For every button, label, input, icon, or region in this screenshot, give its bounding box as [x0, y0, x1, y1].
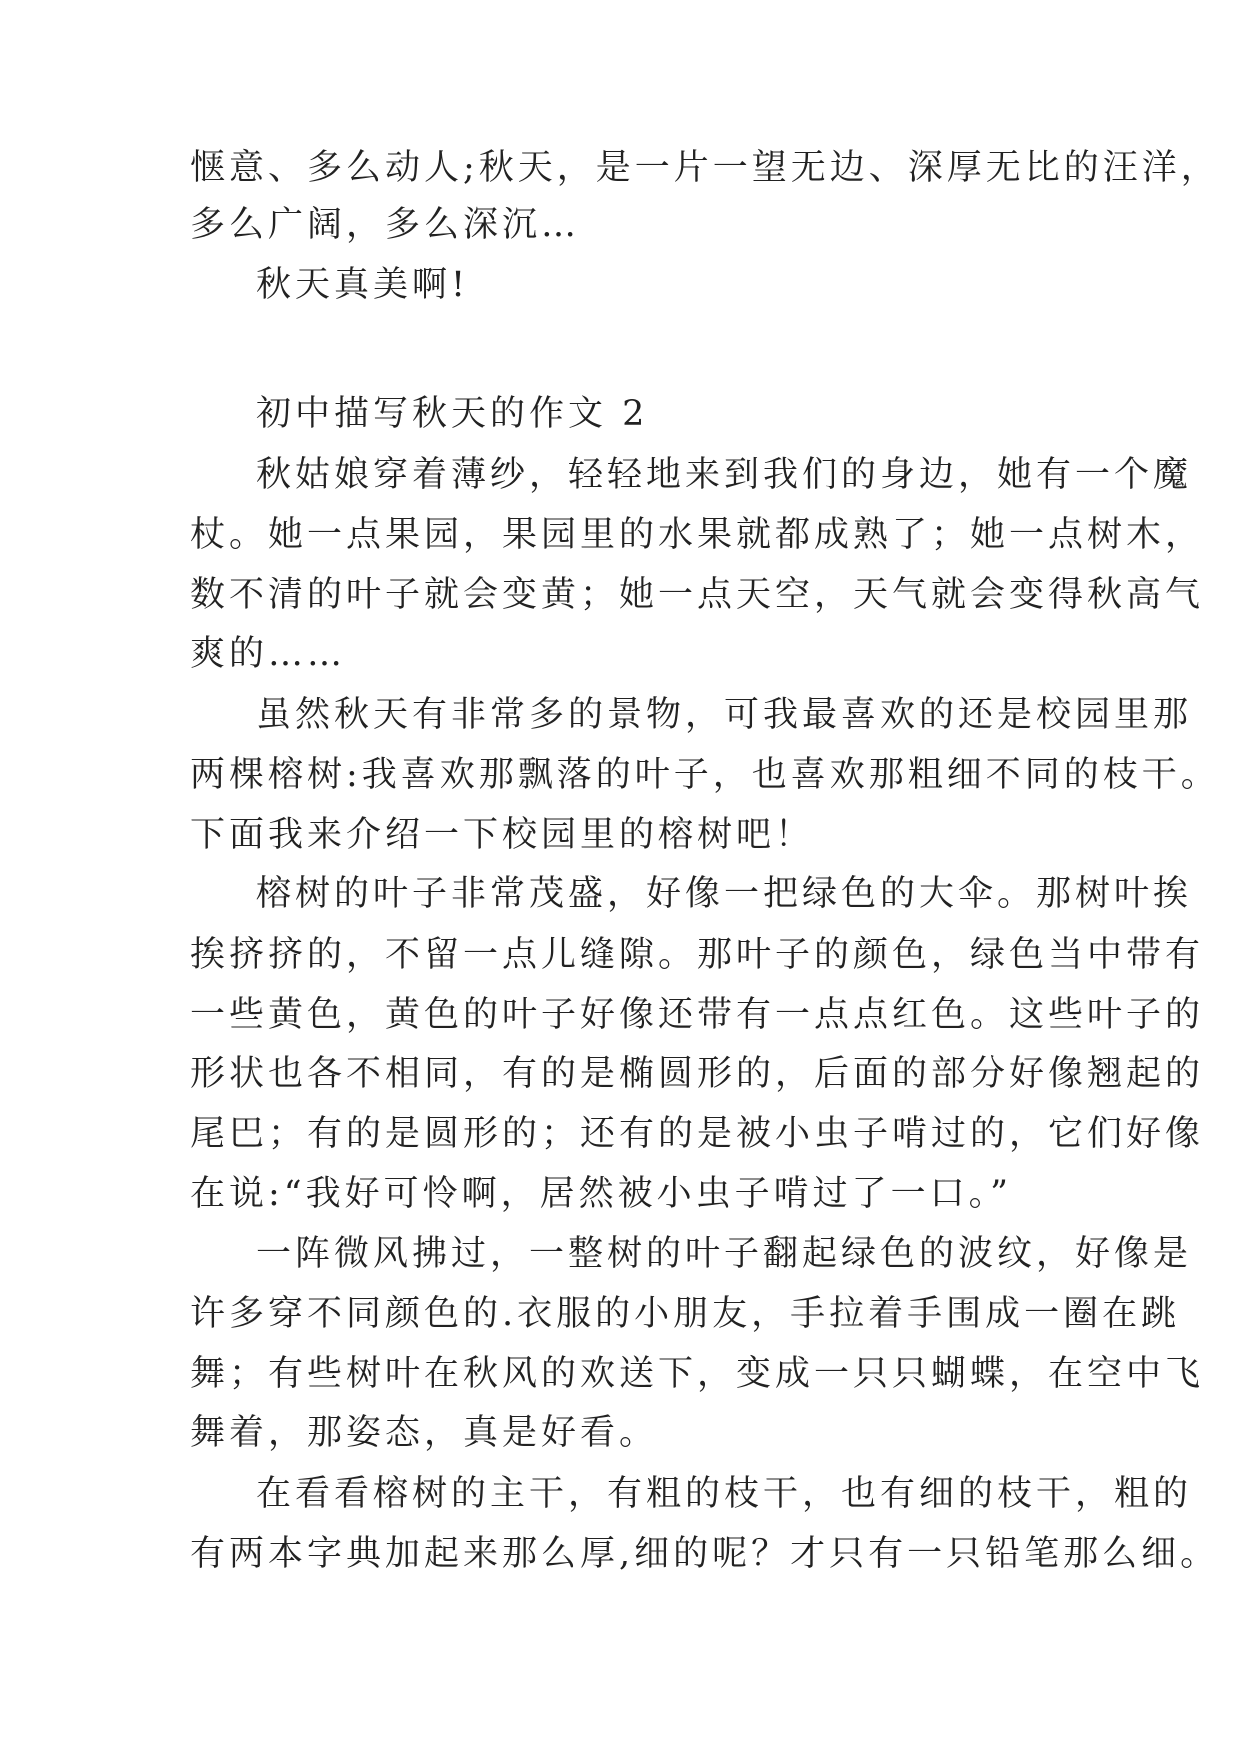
text-line: 舞着，那姿态，真是好看。 [190, 1413, 659, 1453]
paragraph-line: 榕树的叶子非常茂盛，好像一把绿色的大伞。那树叶挨 [256, 874, 1193, 914]
paragraph-line: 在看看榕树的主干，有粗的枝干，也有细的枝干，粗的 [256, 1474, 1193, 1514]
text-line: 许多穿不同颜色的.衣服的小朋友，手拉着手围成一圈在跳 [190, 1294, 1181, 1334]
text-line: 惬意、多么动人;秋天，是一片一望无边、深厚无比的汪洋， [190, 148, 1220, 188]
text-line: 数不清的叶子就会变黄；她一点天空，天气就会变得秋高气 [190, 575, 1205, 615]
paragraph-line: 秋姑娘穿着薄纱，轻轻地来到我们的身边，她有一个魔 [256, 455, 1193, 495]
text-line: 两棵榕树:我喜欢那飘落的叶子，也喜欢那粗细不同的枝干。 [190, 755, 1220, 795]
text-line: 一些黄色，黄色的叶子好像还带有一点点红色。这些叶子的 [190, 995, 1205, 1035]
text-line: 爽的…… [190, 634, 347, 674]
text-line: 下面我来介绍一下校园里的榕树吧！ [190, 815, 815, 855]
text-line: 挨挤挤的，不留一点儿缝隙。那叶子的颜色，绿色当中带有 [190, 935, 1205, 975]
text-line: 形状也各不相同，有的是椭圆形的，后面的部分好像翘起的 [190, 1054, 1205, 1094]
text-line: 杖。她一点果园，果园里的水果就都成熟了；她一点树木， [190, 515, 1205, 555]
text-line: 尾巴；有的是圆形的；还有的是被小虫子啃过的，它们好像 [190, 1114, 1205, 1154]
section-heading: 初中描写秋天的作文 2 [256, 394, 649, 434]
text-line: 在说:“我好可怜啊，居然被小虫子啃过了一口。” [190, 1174, 1013, 1214]
text-line: 有两本字典加起来那么厚,细的呢？才只有一只铅笔那么细。 [190, 1534, 1220, 1574]
text-line: 多么广阔，多么深沉… [190, 205, 581, 245]
paragraph-line: 一阵微风拂过，一整树的叶子翻起绿色的波纹，好像是 [256, 1234, 1193, 1274]
text-line: 舞；有些树叶在秋风的欢送下，变成一只只蝴蝶，在空中飞 [190, 1354, 1205, 1394]
paragraph-line: 秋天真美啊! [256, 265, 470, 305]
paragraph-line: 虽然秋天有非常多的景物，可我最喜欢的还是校园里那 [256, 695, 1193, 735]
